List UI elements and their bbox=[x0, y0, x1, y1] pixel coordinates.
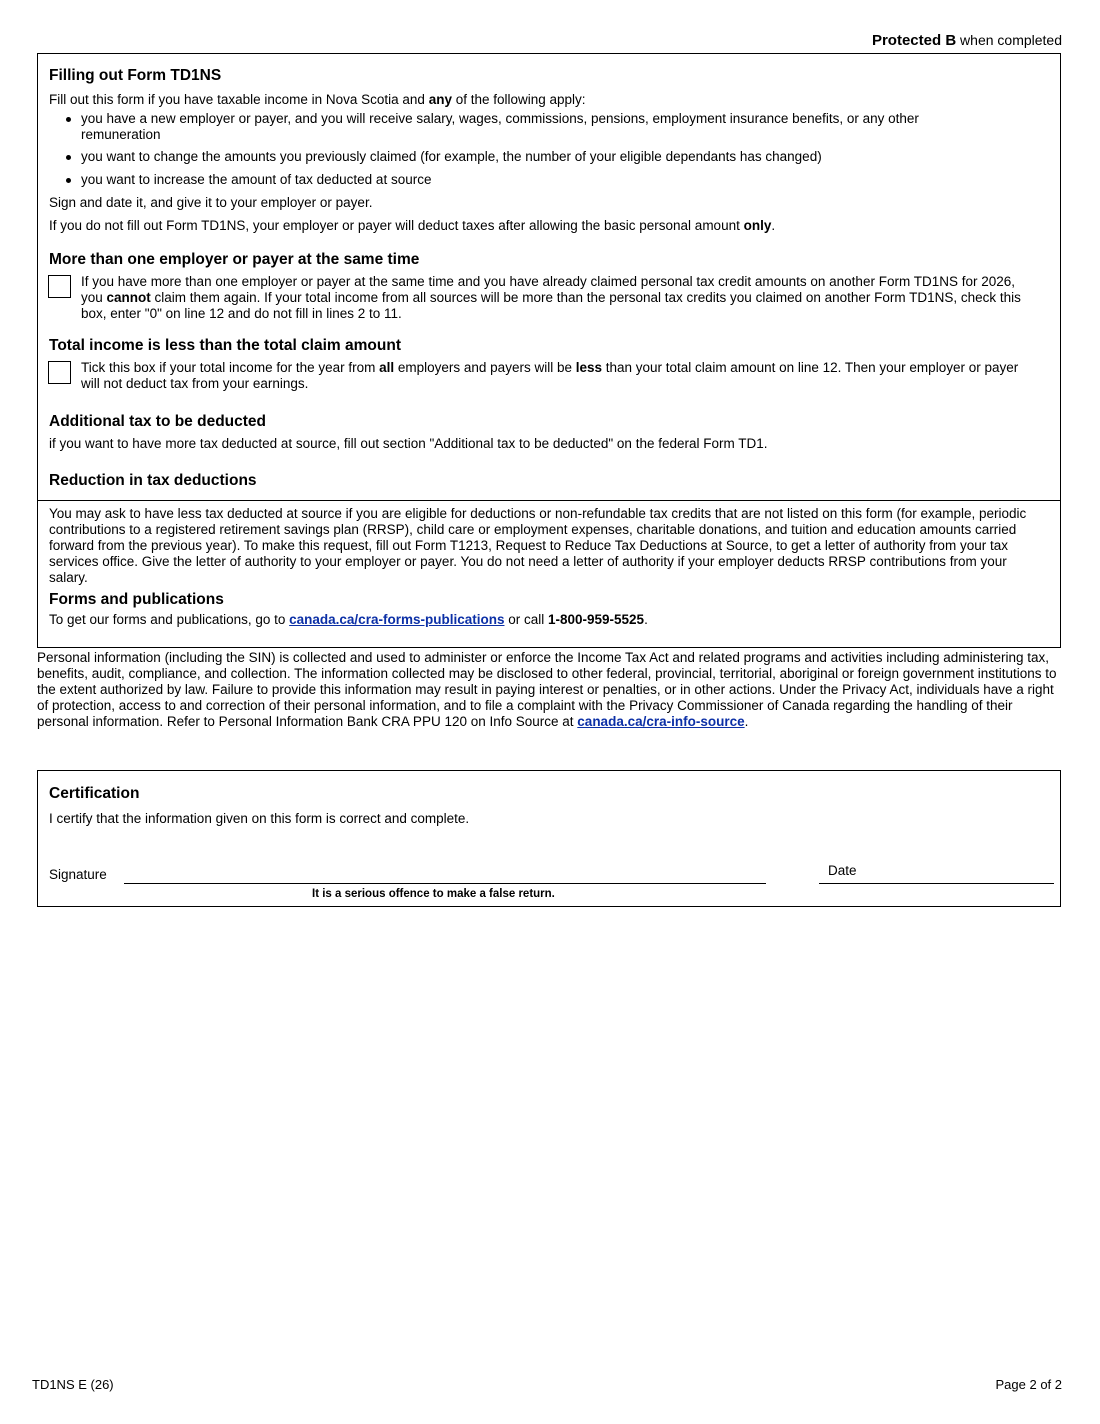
reduction-heading: Reduction in tax deductions bbox=[49, 472, 257, 489]
filling-bullet-3: you want to increase the amount of tax deducted at source bbox=[81, 172, 432, 187]
more-than-one-text: If you have more than one employer or payer at the same time and you have already claimed personal tax credit amounts on another Form TD1NS for 2026, you cannot claim them again. If your total income from all sources will be more than the personal tax credits you claimed on another Form TD1NS, check this box, enter "0" on line 12 and do not fill in lines 2 to 11. bbox=[81, 274, 1021, 321]
sign-instruction: Sign and date it, and give it to your employer or payer. bbox=[49, 195, 373, 210]
bullet-dot bbox=[66, 178, 71, 183]
false-return-warning: It is a serious offence to make a false return. bbox=[312, 888, 555, 900]
bullet-dot bbox=[66, 155, 71, 160]
date-line[interactable] bbox=[819, 883, 1054, 884]
page-number: Page 2 of 2 bbox=[995, 1377, 1062, 1392]
certification-text: I certify that the information given on this form is correct and complete. bbox=[49, 811, 470, 826]
reduction-box bbox=[37, 500, 1061, 648]
additional-tax-heading: Additional tax to be deducted bbox=[49, 413, 267, 430]
total-income-heading: Total income is less than the total claim amount bbox=[49, 337, 401, 354]
filling-out-heading: Filling out Form TD1NS bbox=[49, 67, 222, 84]
protected-b-suffix: when completed bbox=[956, 32, 1062, 48]
more-than-one-heading: More than one employer or payer at the same time bbox=[49, 251, 420, 268]
bullet-dot bbox=[66, 117, 71, 122]
protected-b-label: Protected B bbox=[871, 32, 957, 49]
phone-number: 1-800-959-5525 bbox=[547, 612, 645, 627]
forms-publications-text: To get our forms and publications, go to canada.ca/cra-forms-publications or call 1-800-959-5525. bbox=[49, 612, 648, 627]
more-than-one-checkbox[interactable] bbox=[48, 275, 71, 298]
total-income-text: Tick this box if your total income for the year from all employers and payers will be less than your total claim amount on line 12. Then your employer or payer will not deduct tax from your earnings. bbox=[81, 360, 1019, 391]
if-not-filled-text: If you do not fill out Form TD1NS, your employer or payer will deduct taxes after allowing the basic personal amount only. bbox=[49, 218, 776, 233]
filling-intro: Fill out this form if you have taxable income in Nova Scotia and any of the following apply: bbox=[49, 92, 586, 107]
signature-label: Signature bbox=[49, 867, 107, 882]
info-source-link[interactable]: canada.ca/cra-info-source bbox=[577, 714, 745, 729]
form-identifier: TD1NS E (26) bbox=[32, 1377, 114, 1392]
instructions-box bbox=[37, 53, 1061, 501]
certification-heading: Certification bbox=[49, 785, 140, 802]
total-income-checkbox[interactable] bbox=[48, 361, 71, 384]
additional-tax-text: if you want to have more tax deducted at source, fill out section "Additional tax to be deducted" on the federal Form TD1. bbox=[49, 436, 768, 451]
signature-line[interactable] bbox=[124, 883, 766, 884]
forms-publications-heading: Forms and publications bbox=[49, 591, 224, 608]
protected-b-notice bbox=[872, 31, 1062, 50]
reduction-text: You may ask to have less tax deducted at source if you are eligible for deductions or non-refundable tax credits that are not listed on this form (for example, periodic contributions to a registered retirement savings plan (RRSP), child care or employment expenses, charitable donations, and tuition and education amounts carried forward from the previous year). To make this request, fill out Form T1213, Request to Reduce Tax Deductions at Source, to get a letter of authority from your tax services office. Give the letter of authority to your employer or payer. You do not need a letter of authority if your employer deducts RRSP contributions from your salary. bbox=[49, 506, 1027, 585]
certification-box bbox=[37, 770, 1061, 907]
filling-bullet-1: you have a new employer or payer, and you will receive salary, wages, commissions, pensions, employment insurance benefits, or any other remuneration bbox=[81, 111, 919, 142]
filling-bullet-2: you want to change the amounts you previously claimed (for example, the number of your eligible dependants has changed) bbox=[81, 149, 822, 164]
privacy-notice: Personal information (including the SIN) is collected and used to administer or enforce the Income Tax Act and related programs and activities including administering tax, benefits, audit, compliance, and collection. The information collected may be disclosed to other federal, provincial, territorial, aboriginal or foreign government institutions to the extent authorized by law. Failure to provide this information may result in paying interest or penalties, or in other actions. Under the Privacy Act, individuals have a right of protection, access to and correction of their personal information, and to file a complaint with the Privacy Commissioner of Canada regarding the handling of their personal information. Refer to Personal Information Bank CRA PPU 120 on Info Source at canada.ca/cra-info-source. bbox=[37, 650, 1057, 729]
forms-publications-link[interactable]: canada.ca/cra-forms-publications bbox=[289, 612, 505, 627]
date-label: Date bbox=[828, 863, 857, 878]
